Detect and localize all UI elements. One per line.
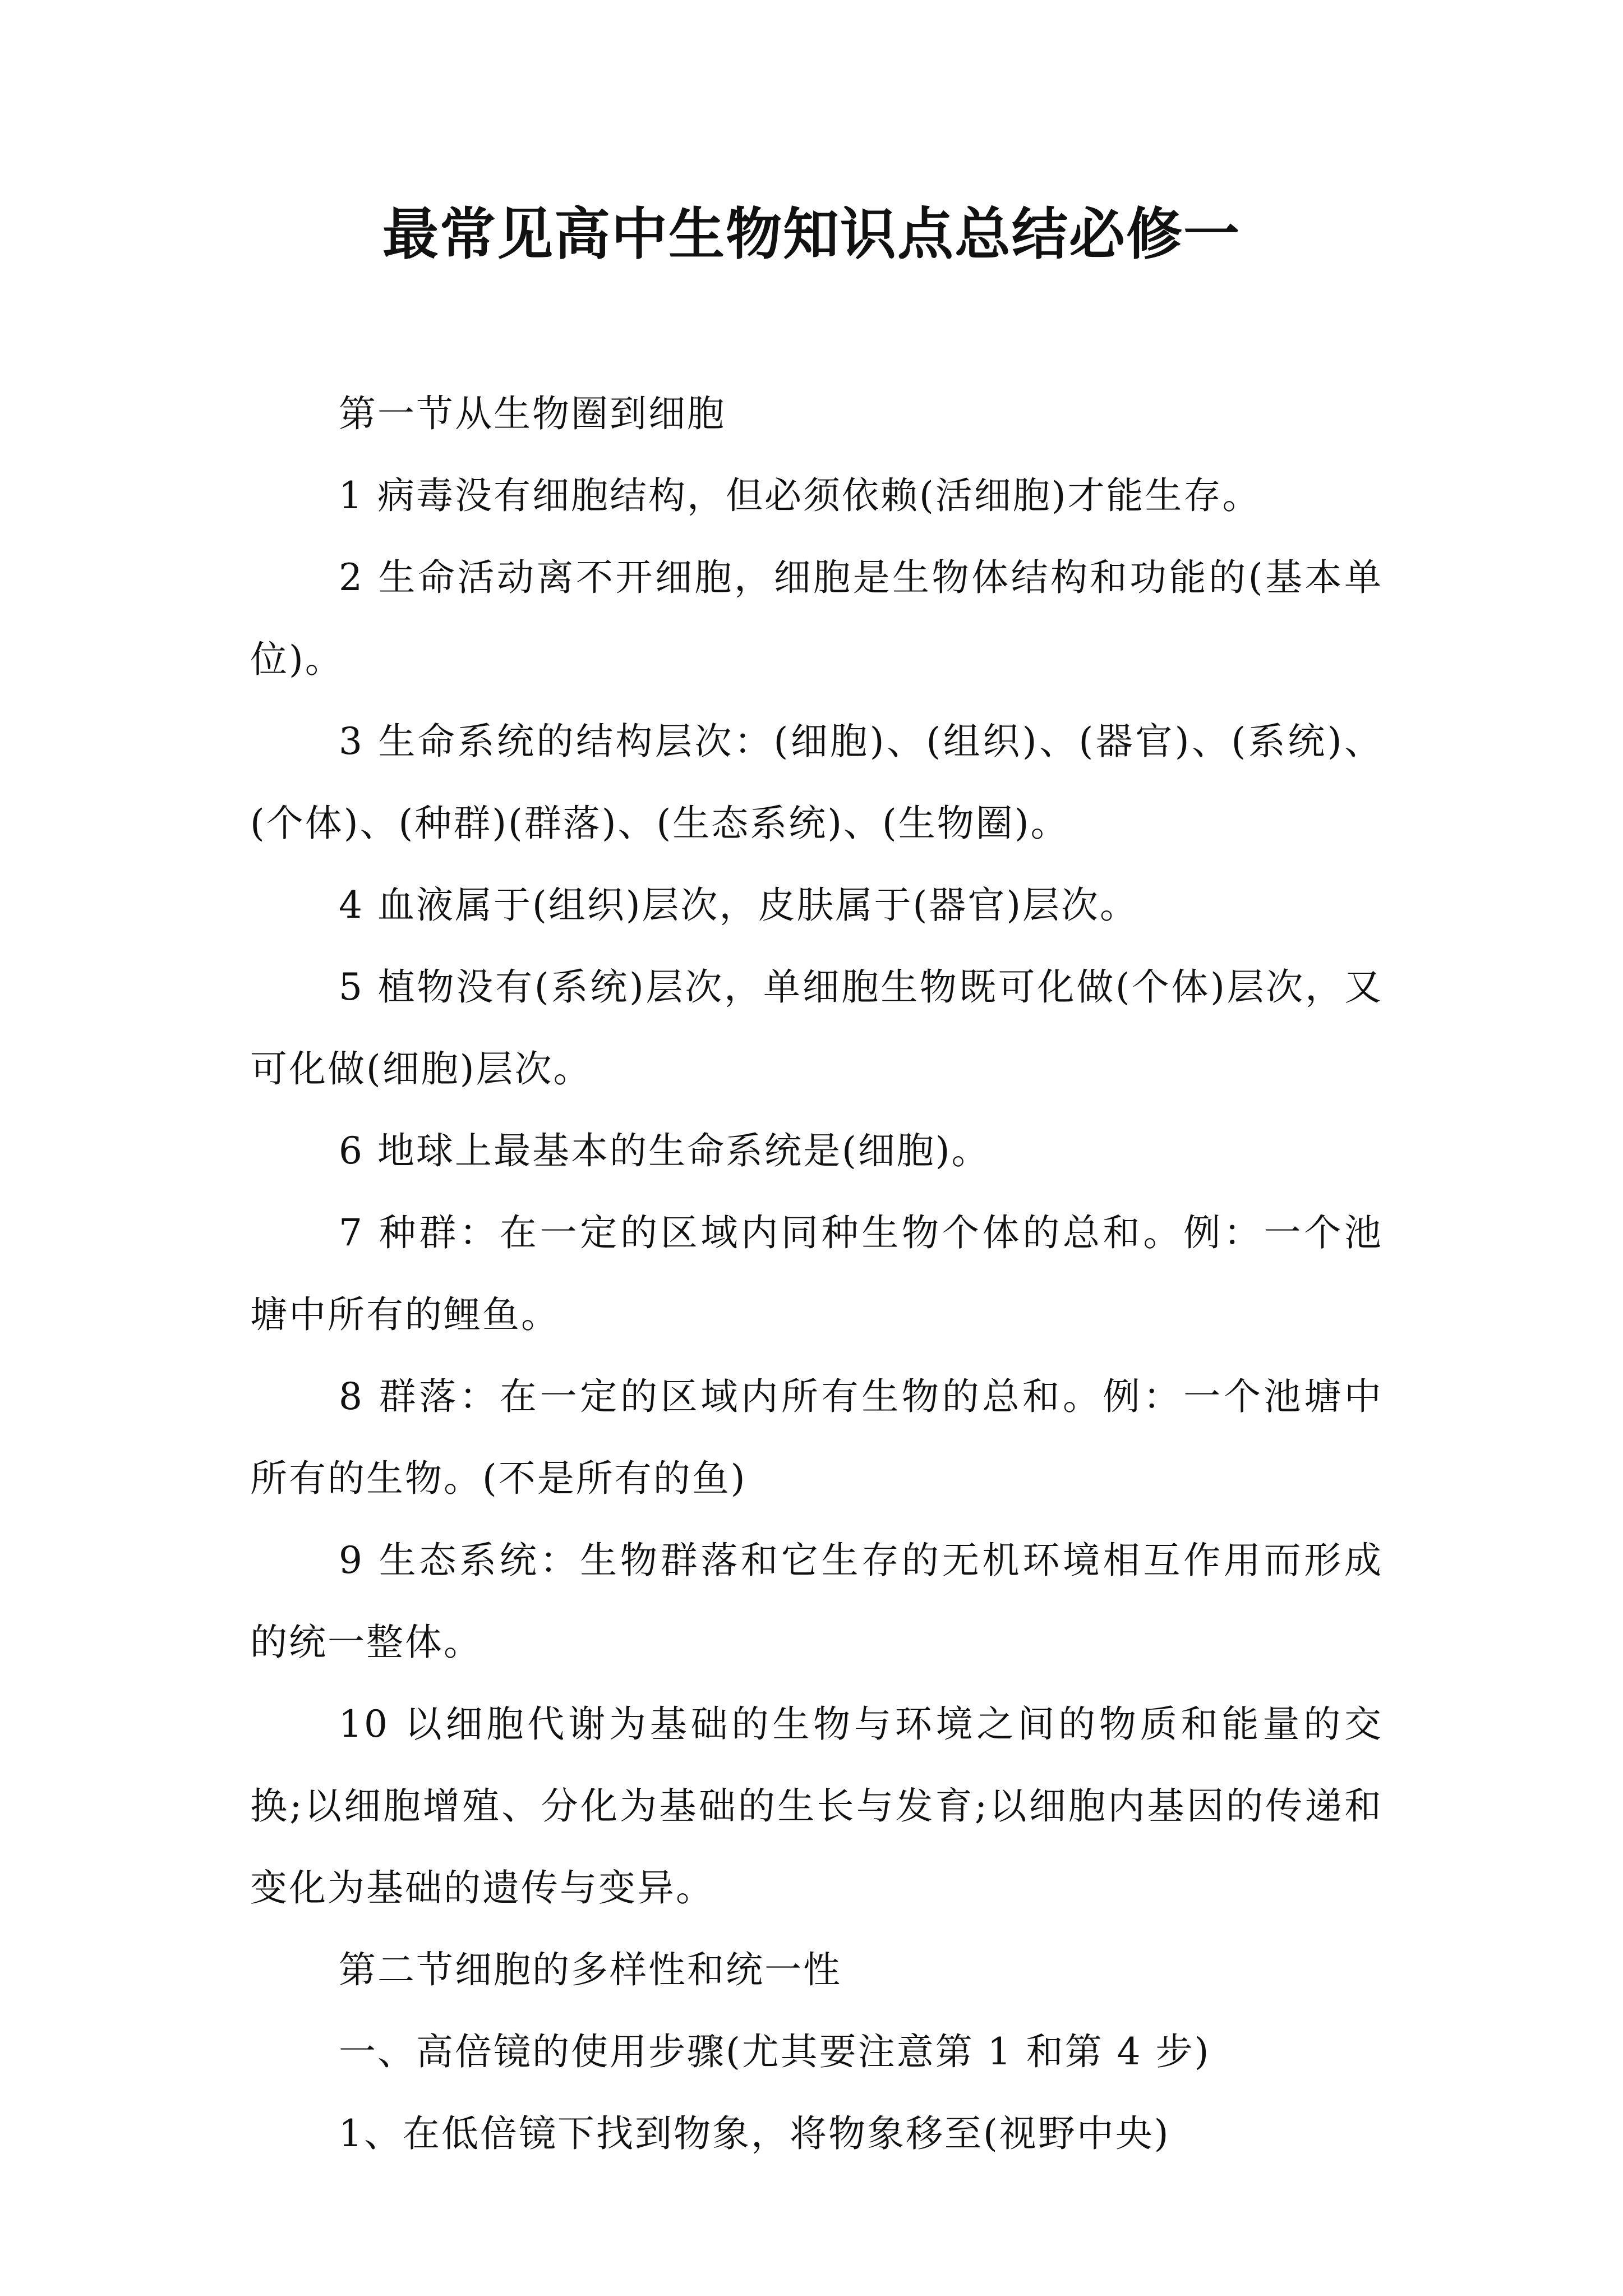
paragraph: 7 种群：在一定的区域内同种生物个体的总和。例：一个池塘中所有的鲤鱼。: [250, 1211, 1383, 1336]
paragraph: 4 血液属于(组织)层次，皮肤属于(器官)层次。: [339, 884, 1138, 927]
paragraph: 一、高倍镜的使用步骤(尤其要注意第 1 和第 4 步): [339, 2030, 1211, 2073]
section-heading: 第二节细胞的多样性和统一性: [339, 1948, 842, 1991]
paragraph: 1、在低倍镜下找到物象，将物象移至(视野中央): [339, 2112, 1170, 2155]
paragraph: 1 病毒没有细胞结构，但必须依赖(活细胞)才能生存。: [339, 474, 1261, 517]
section-heading: 第一节从生物圈到细胞: [339, 392, 726, 435]
paragraph: 5 植物没有(系统)层次，单细胞生物既可化做(个体)层次，又可化做(细胞)层次。: [250, 965, 1383, 1091]
paragraph: 2 生命活动离不开细胞，细胞是生物体结构和功能的(基本单位)。: [250, 556, 1383, 681]
paragraph: 6 地球上最基本的生命系统是(细胞)。: [339, 1129, 990, 1172]
document-body: [250, 373, 1383, 2175]
paragraph: 8 群落：在一定的区域内所有生物的总和。例：一个池塘中所有的生物。(不是所有的鱼): [250, 1375, 1383, 1500]
paragraph: 10 以细胞代谢为基础的生物与环境之间的物质和能量的交换;以细胞增殖、分化为基础的生长与发育;以细胞内基因的传递和变化为基础的遗传与变异。: [250, 1703, 1383, 1910]
paragraph: 3 生命系统的结构层次：(细胞)、(组织)、(器官)、(系统)、(个体)、(种群)(群落)、(生态系统)、(生物圈)。: [250, 720, 1383, 845]
paragraph: 9 生态系统：生物群落和它生存的无机环境相互作用而形成的统一整体。: [250, 1539, 1383, 1664]
document-title: 最常见高中生物知识点总结必修一: [382, 201, 1241, 267]
